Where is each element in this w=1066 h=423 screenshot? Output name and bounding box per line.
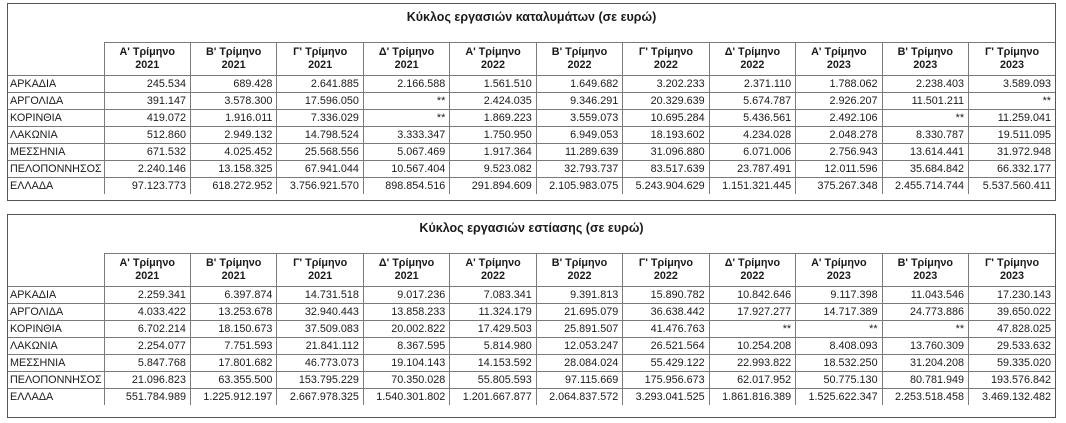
value-cell: 618.272.952 [190, 178, 276, 195]
value-cell: 512.860 [104, 127, 190, 144]
column-quarter-label: Δ' Τρίμηνο [378, 46, 435, 58]
row-label: ΠΕΛΟΠΟΝΝΗΣΟΣ [8, 161, 104, 178]
value-cell: 175.956.673 [623, 372, 709, 389]
value-cell: 5.537.560.411 [969, 178, 1055, 195]
value-cell: 36.638.442 [623, 304, 709, 321]
value-cell: 1.861.816.389 [709, 389, 795, 406]
column-year-label: 2023 [1000, 59, 1025, 71]
value-cell: 22.993.822 [709, 355, 795, 372]
value-cell: 62.017.952 [709, 372, 795, 389]
column-year-label: 2021 [221, 59, 246, 71]
header-corner-cell [8, 254, 104, 287]
column-header [450, 43, 536, 76]
column-year-label: 2022 [567, 59, 592, 71]
food-service-turnover-panel [7, 214, 1056, 418]
column-header [104, 43, 190, 76]
value-cell: 17.596.050 [277, 93, 363, 110]
table-title: Κύκλος εργασιών εστίασης (σε ευρώ) [419, 221, 644, 235]
value-cell: 2.253.518.458 [882, 389, 968, 406]
value-cell: 8.408.093 [796, 338, 882, 355]
column-header [969, 43, 1055, 76]
header-corner-cell [8, 43, 104, 76]
value-cell: 25.568.556 [277, 144, 363, 161]
value-cell: 29.533.632 [969, 338, 1055, 355]
value-cell: 671.532 [104, 144, 190, 161]
column-year-label: 2021 [135, 270, 160, 282]
value-cell: 1.561.510 [450, 76, 536, 93]
column-quarter-label: Α' Τρίμηνο [811, 46, 867, 58]
value-cell: 4.234.028 [709, 127, 795, 144]
value-cell: 14.717.389 [796, 304, 882, 321]
accommodation-turnover-panel [7, 3, 1056, 201]
value-cell: 2.166.588 [363, 76, 449, 93]
column-year-label: 2021 [308, 270, 333, 282]
column-quarter-label: Γ' Τρίμηνο [984, 257, 1040, 269]
column-header [623, 43, 709, 76]
row-label: ΠΕΛΟΠΟΝΝΗΣΟΣ [8, 372, 104, 389]
column-header [190, 43, 276, 76]
value-cell: 9.346.291 [536, 93, 622, 110]
row-label: ΑΡΚΑΔΙΑ [8, 76, 104, 93]
table-row [8, 287, 1055, 304]
table-row [8, 161, 1055, 178]
value-cell: 391.147 [104, 93, 190, 110]
table-row [8, 372, 1055, 389]
value-cell: 6.949.053 [536, 127, 622, 144]
value-cell: 32.940.443 [277, 304, 363, 321]
column-quarter-label: Α' Τρίμηνο [119, 257, 175, 269]
column-header [190, 254, 276, 287]
value-cell: 13.158.325 [190, 161, 276, 178]
row-label: ΕΛΛΑΔΑ [8, 178, 104, 195]
value-cell: ** [882, 321, 968, 338]
value-cell: 3.559.073 [536, 110, 622, 127]
value-cell: 1.917.364 [450, 144, 536, 161]
column-quarter-label: Β' Τρίμηνο [551, 257, 608, 269]
value-cell: 19.104.143 [363, 355, 449, 372]
value-cell: 5.243.904.629 [623, 178, 709, 195]
row-label: ΚΟΡΙΝΘΙΑ [8, 110, 104, 127]
column-year-label: 2022 [740, 270, 765, 282]
value-cell: 7.083.341 [450, 287, 536, 304]
column-year-label: 2022 [740, 59, 765, 71]
value-cell: 39.650.022 [969, 304, 1055, 321]
column-quarter-label: Β' Τρίμηνο [897, 257, 954, 269]
value-cell: 8.330.787 [882, 127, 968, 144]
value-cell: 41.476.763 [623, 321, 709, 338]
value-cell: 28.084.024 [536, 355, 622, 372]
value-cell: 80.781.949 [882, 372, 968, 389]
table-row [8, 321, 1055, 338]
column-header [882, 43, 968, 76]
value-cell: 5.067.469 [363, 144, 449, 161]
table-row [8, 178, 1055, 195]
column-header [709, 254, 795, 287]
column-header [796, 254, 882, 287]
value-cell: ** [363, 110, 449, 127]
value-cell: 2.641.885 [277, 76, 363, 93]
row-label: ΛΑΚΩΝΙΑ [8, 338, 104, 355]
value-cell: 97.123.773 [104, 178, 190, 195]
row-label: ΛΑΚΩΝΙΑ [8, 127, 104, 144]
value-cell: 21.695.079 [536, 304, 622, 321]
value-cell: 1.151.321.445 [709, 178, 795, 195]
table-row [8, 110, 1055, 127]
column-header [277, 254, 363, 287]
table-row [8, 355, 1055, 372]
value-cell: 153.795.229 [277, 372, 363, 389]
value-cell: 24.773.886 [882, 304, 968, 321]
value-cell: 97.115.669 [536, 372, 622, 389]
value-cell: 19.511.095 [969, 127, 1055, 144]
value-cell: 21.096.823 [104, 372, 190, 389]
value-cell: 50.775.130 [796, 372, 882, 389]
table-row [8, 389, 1055, 406]
value-cell: 2.371.110 [709, 76, 795, 93]
value-cell: 14.798.524 [277, 127, 363, 144]
value-cell: 11.289.639 [536, 144, 622, 161]
value-cell: 17.801.682 [190, 355, 276, 372]
value-cell: 2.048.278 [796, 127, 882, 144]
value-cell: 5.674.787 [709, 93, 795, 110]
value-cell: 59.335.020 [969, 355, 1055, 372]
value-cell: 17.429.503 [450, 321, 536, 338]
column-quarter-label: Γ' Τρίμηνο [984, 46, 1040, 58]
value-cell: 18.193.602 [623, 127, 709, 144]
value-cell: 10.567.404 [363, 161, 449, 178]
column-quarter-label: Α' Τρίμηνο [465, 257, 521, 269]
value-cell: 6.397.874 [190, 287, 276, 304]
value-cell: 1.649.682 [536, 76, 622, 93]
value-cell: 1.750.950 [450, 127, 536, 144]
value-cell: 2.667.978.325 [277, 389, 363, 406]
value-cell: 9.523.082 [450, 161, 536, 178]
column-year-label: 2022 [653, 270, 678, 282]
table-row [8, 338, 1055, 355]
food-service-turnover-table [8, 253, 1055, 405]
column-header [363, 43, 449, 76]
value-cell: 9.117.398 [796, 287, 882, 304]
column-quarter-label: Α' Τρίμηνο [811, 257, 867, 269]
column-year-label: 2023 [826, 59, 851, 71]
value-cell: 32.793.737 [536, 161, 622, 178]
value-cell: 17.927.277 [709, 304, 795, 321]
value-cell: 2.756.943 [796, 144, 882, 161]
value-cell: 1.525.622.347 [796, 389, 882, 406]
value-cell: ** [709, 321, 795, 338]
accommodation-turnover-table [8, 42, 1055, 194]
column-quarter-label: Γ' Τρίμηνο [638, 257, 694, 269]
value-cell: 2.254.077 [104, 338, 190, 355]
value-cell: 46.773.073 [277, 355, 363, 372]
value-cell: 13.614.441 [882, 144, 968, 161]
value-cell: 7.751.593 [190, 338, 276, 355]
value-cell: 6.071.006 [709, 144, 795, 161]
column-header [450, 254, 536, 287]
column-header [277, 43, 363, 76]
value-cell: ** [363, 93, 449, 110]
column-quarter-label: Α' Τρίμηνο [119, 46, 175, 58]
header-row [8, 43, 1055, 76]
value-cell: 55.805.593 [450, 372, 536, 389]
row-label: ΜΕΣΣΗΝΙΑ [8, 144, 104, 161]
value-cell: 3.293.041.525 [623, 389, 709, 406]
column-quarter-label: Β' Τρίμηνο [897, 46, 954, 58]
value-cell: 6.702.214 [104, 321, 190, 338]
value-cell: 35.684.842 [882, 161, 968, 178]
table-title: Κύκλος εργασιών καταλυμάτων (σε ευρώ) [406, 10, 657, 24]
value-cell: 20.002.822 [363, 321, 449, 338]
value-cell: 31.096.880 [623, 144, 709, 161]
value-cell: 18.532.250 [796, 355, 882, 372]
column-year-label: 2022 [653, 59, 678, 71]
value-cell: 3.756.921.570 [277, 178, 363, 195]
value-cell: 4.025.452 [190, 144, 276, 161]
column-header [536, 254, 622, 287]
value-cell: 5.814.980 [450, 338, 536, 355]
value-cell: 1.916.011 [190, 110, 276, 127]
value-cell: ** [796, 321, 882, 338]
column-quarter-label: Δ' Τρίμηνο [724, 46, 781, 58]
value-cell: 2.492.106 [796, 110, 882, 127]
column-header [882, 254, 968, 287]
value-cell: 5.847.768 [104, 355, 190, 372]
column-quarter-label: Β' Τρίμηνο [205, 257, 262, 269]
row-label: ΕΛΛΑΔΑ [8, 389, 104, 406]
value-cell: ** [882, 110, 968, 127]
column-quarter-label: Β' Τρίμηνο [551, 46, 608, 58]
value-cell: 2.240.146 [104, 161, 190, 178]
value-cell: 2.926.207 [796, 93, 882, 110]
value-cell: 3.589.093 [969, 76, 1055, 93]
value-cell: 14.153.592 [450, 355, 536, 372]
value-cell: 2.259.341 [104, 287, 190, 304]
value-cell: 1.788.062 [796, 76, 882, 93]
value-cell: 13.858.233 [363, 304, 449, 321]
header-row [8, 254, 1055, 287]
value-cell: 11.259.041 [969, 110, 1055, 127]
value-cell: 1.540.301.802 [363, 389, 449, 406]
value-cell: 25.891.507 [536, 321, 622, 338]
value-cell: 12.011.596 [796, 161, 882, 178]
value-cell: 9.391.813 [536, 287, 622, 304]
row-label: ΚΟΡΙΝΘΙΑ [8, 321, 104, 338]
column-year-label: 2021 [221, 270, 246, 282]
column-quarter-label: Γ' Τρίμηνο [638, 46, 694, 58]
value-cell: 2.064.837.572 [536, 389, 622, 406]
column-quarter-label: Α' Τρίμηνο [465, 46, 521, 58]
value-cell: 1.225.912.197 [190, 389, 276, 406]
column-year-label: 2021 [308, 59, 333, 71]
value-cell: 14.731.518 [277, 287, 363, 304]
column-header [796, 43, 882, 76]
table-row [8, 304, 1055, 321]
value-cell: 1.869.223 [450, 110, 536, 127]
value-cell: 3.469.132.482 [969, 389, 1055, 406]
column-quarter-label: Γ' Τρίμηνο [293, 257, 348, 269]
value-cell: 551.784.989 [104, 389, 190, 406]
value-cell: 63.355.500 [190, 372, 276, 389]
table-row [8, 76, 1055, 93]
value-cell: 11.324.179 [450, 304, 536, 321]
value-cell: 10.254.208 [709, 338, 795, 355]
column-year-label: 2023 [826, 270, 851, 282]
table-row [8, 144, 1055, 161]
value-cell: 419.072 [104, 110, 190, 127]
value-cell: 67.941.044 [277, 161, 363, 178]
value-cell: 8.367.595 [363, 338, 449, 355]
column-header [969, 254, 1055, 287]
value-cell: 13.253.678 [190, 304, 276, 321]
value-cell: 26.521.564 [623, 338, 709, 355]
table-row [8, 127, 1055, 144]
value-cell: ** [969, 93, 1055, 110]
value-cell: 83.517.639 [623, 161, 709, 178]
value-cell: 193.576.842 [969, 372, 1055, 389]
column-quarter-label: Δ' Τρίμηνο [378, 257, 435, 269]
row-label: ΜΕΣΣΗΝΙΑ [8, 355, 104, 372]
column-year-label: 2021 [135, 59, 160, 71]
value-cell: 9.017.236 [363, 287, 449, 304]
row-label: ΑΡΓΟΛΙΔΑ [8, 304, 104, 321]
value-cell: 37.509.083 [277, 321, 363, 338]
value-cell: 10.695.284 [623, 110, 709, 127]
column-header [623, 254, 709, 287]
column-quarter-label: Γ' Τρίμηνο [293, 46, 348, 58]
value-cell: 7.336.029 [277, 110, 363, 127]
value-cell: 2.424.035 [450, 93, 536, 110]
value-cell: 31.204.208 [882, 355, 968, 372]
column-header [709, 43, 795, 76]
value-cell: 5.436.561 [709, 110, 795, 127]
value-cell: 2.949.132 [190, 127, 276, 144]
value-cell: 4.033.422 [104, 304, 190, 321]
column-year-label: 2022 [481, 59, 506, 71]
value-cell: 11.501.211 [882, 93, 968, 110]
value-cell: 47.828.025 [969, 321, 1055, 338]
value-cell: 17.230.143 [969, 287, 1055, 304]
value-cell: 898.854.516 [363, 178, 449, 195]
value-cell: 18.150.673 [190, 321, 276, 338]
value-cell: 2.105.983.075 [536, 178, 622, 195]
column-year-label: 2023 [913, 59, 938, 71]
value-cell: 2.455.714.744 [882, 178, 968, 195]
value-cell: 3.578.300 [190, 93, 276, 110]
column-header [363, 254, 449, 287]
value-cell: 55.429.122 [623, 355, 709, 372]
value-cell: 15.890.782 [623, 287, 709, 304]
value-cell: 31.972.948 [969, 144, 1055, 161]
column-year-label: 2023 [913, 270, 938, 282]
value-cell: 1.201.667.877 [450, 389, 536, 406]
value-cell: 20.329.639 [623, 93, 709, 110]
value-cell: 70.350.028 [363, 372, 449, 389]
value-cell: 3.333.347 [363, 127, 449, 144]
value-cell: 3.202.233 [623, 76, 709, 93]
column-quarter-label: Δ' Τρίμηνο [724, 257, 781, 269]
value-cell: 245.534 [104, 76, 190, 93]
column-year-label: 2021 [394, 59, 419, 71]
value-cell: 13.760.309 [882, 338, 968, 355]
column-year-label: 2022 [567, 270, 592, 282]
value-cell: 291.894.609 [450, 178, 536, 195]
row-label: ΑΡΚΑΔΙΑ [8, 287, 104, 304]
value-cell: 2.238.403 [882, 76, 968, 93]
column-year-label: 2023 [1000, 270, 1025, 282]
value-cell: 10.842.646 [709, 287, 795, 304]
table-row [8, 93, 1055, 110]
value-cell: 11.043.546 [882, 287, 968, 304]
value-cell: 375.267.348 [796, 178, 882, 195]
value-cell: 23.787.491 [709, 161, 795, 178]
column-year-label: 2022 [481, 270, 506, 282]
column-year-label: 2021 [394, 270, 419, 282]
value-cell: 689.428 [190, 76, 276, 93]
column-header [536, 43, 622, 76]
value-cell: 66.332.177 [969, 161, 1055, 178]
column-header [104, 254, 190, 287]
row-label: ΑΡΓΟΛΙΔΑ [8, 93, 104, 110]
value-cell: 12.053.247 [536, 338, 622, 355]
value-cell: 21.841.112 [277, 338, 363, 355]
column-quarter-label: Β' Τρίμηνο [205, 46, 262, 58]
